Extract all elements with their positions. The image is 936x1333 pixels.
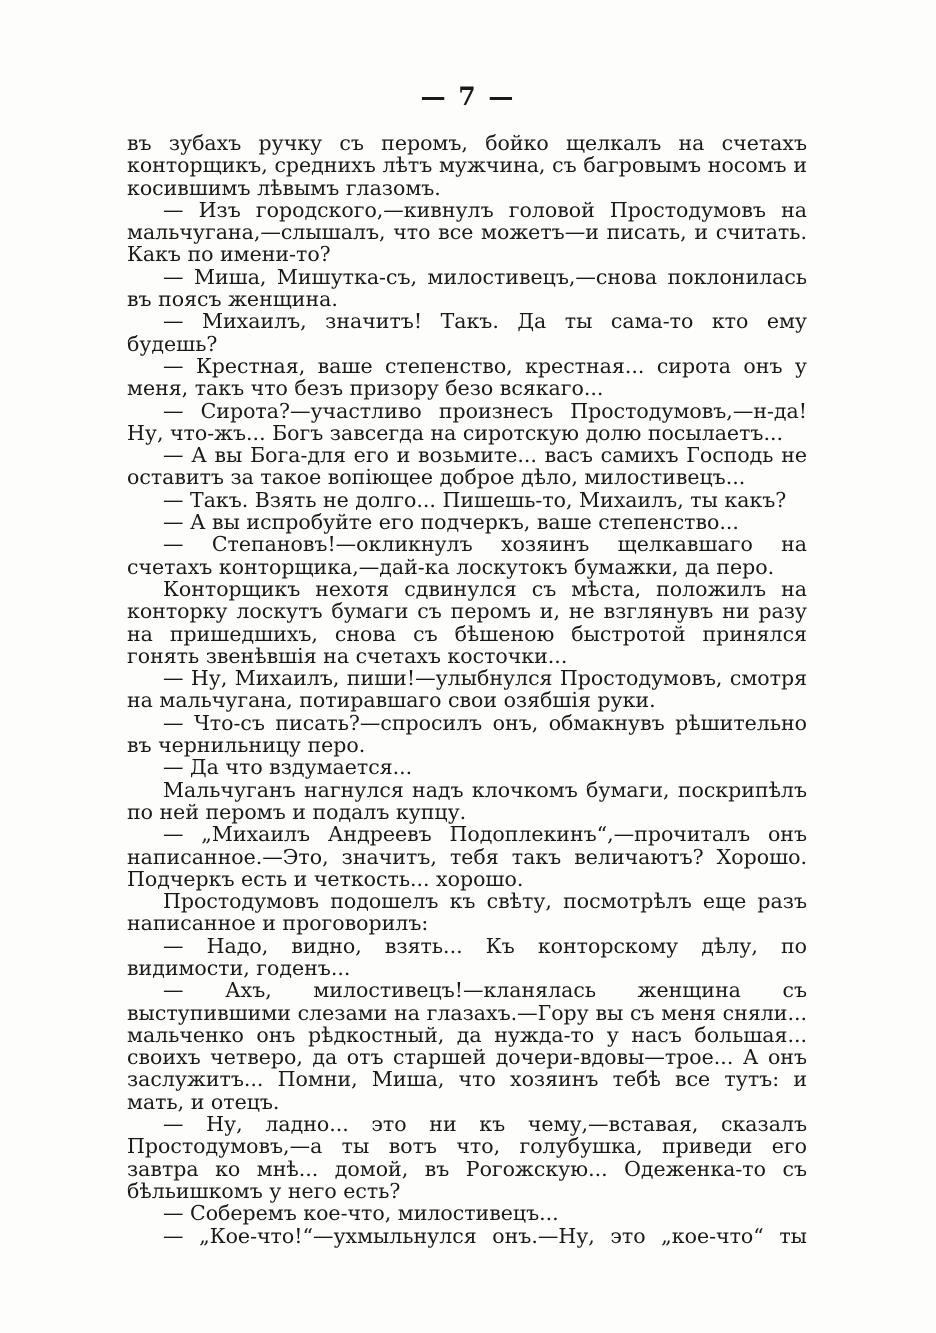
paragraph: — Надо, видно, взять... Къ конторскому дѣлу, по видимости, годенъ... xyxy=(127,933,807,980)
paragraph: — А вы Бога-для его и возьмите... васъ самихъ Господь не оставитъ за такое вопіющее доброе дѣло, милостивецъ... xyxy=(127,443,807,490)
paragraph: — „Михаилъ Андреевъ Подоплекинъ“,—прочиталъ онъ написанное.—Это, значитъ, тебя такъ величаютъ? Хорошо. Подчеркъ есть и четкость... хорошо. xyxy=(127,822,807,891)
body-text xyxy=(127,132,807,1247)
paragraph: — Что-съ писать?—спросилъ онъ, обмакнувъ рѣшительно въ чернильницу перо. xyxy=(127,710,807,758)
paragraph: — Михаилъ, значитъ! Такъ. Да ты сама-то кто ему будешь? xyxy=(127,309,807,356)
paragraph: — Крестная, ваше степенство, крестная... сирота онъ у меня, такъ что безъ призору безо всякаго... xyxy=(127,353,807,401)
paragraph: — Сирота?—участливо произнесъ Простодумовъ,—н-да! Ну, что-жъ... Богъ завсегда на сиротскую долю посылаетъ... xyxy=(127,398,807,445)
paragraph: въ зубахъ ручку съ перомъ, бойко щелкалъ на счетахъ конторщикъ, среднихъ лѣтъ мужчина, съ багровымъ носомъ и косившимъ лѣвымъ глазомъ. xyxy=(127,131,807,200)
paragraph: Простодумовъ подошелъ къ свѣту, посмотрѣлъ еще разъ написанное и проговорилъ: xyxy=(127,889,807,936)
paragraph: — Изъ городского,—кивнулъ головой Простодумовъ на мальчугана,—слышалъ, что все можетъ—и писать, и считать. Какъ по имени-то? xyxy=(127,197,807,267)
paragraph: — Миша, Мишутка-съ, милостивецъ,—снова поклонилась въ поясъ женщина. xyxy=(127,264,807,312)
paragraph: — А вы испробуйте его подчеркъ, ваше степенство... xyxy=(163,510,739,535)
paragraph: — Да что вздумается... xyxy=(163,755,413,780)
page-number: — 7 — xyxy=(420,82,516,111)
paragraph: Мальчуганъ нагнулся надъ клочкомъ бумаги, поскрипѣлъ по ней перомъ и подалъ купцу. xyxy=(127,777,807,824)
paragraph: — Ну, Михаилъ, пиши!—улыбнулся Простодумовъ, смотря на мальчугана, потиравшаго свои озябшія руки. xyxy=(127,666,807,713)
paragraph: Конторщикъ нехотя сдвинулся съ мѣста, положилъ на конторку лоскутъ бумаги съ перомъ и, не взглянувъ ни разу на пришедшихъ, снова съ бѣшеною быстротой принялся гонять звенѣвшія на счетахъ косточки... xyxy=(127,576,807,668)
paragraph: — Такъ. Взять не долго... Пишешь-то, Михаилъ, ты какъ? xyxy=(163,487,787,512)
paragraph: — Соберемъ кое-что, милостивецъ... xyxy=(163,1201,559,1226)
paragraph: — Ну, ладно... это ни къ чему,—вставая, сказалъ Простодумовъ,—а ты вотъ что, голубушка, приведи его завтра ко мнѣ... домой, въ Рогожскую... Одеженка-то съ бѣльишкомъ у него есть? xyxy=(127,1112,807,1203)
paragraph: — Ахъ, милостивецъ!—кланялась женщина съ выступившими слезами на глазахъ.—Гору вы съ меня сняли... мальченко онъ рѣдкостный, да нужда-то у насъ большая... своихъ четверо, да отъ старшей дочери-вдовы—трое... А онъ заслужитъ... Помни, Миша, что хозяинъ тебѣ все тутъ: и мать, и отецъ. xyxy=(127,978,807,1114)
paragraph: — Степановъ!—окликнулъ хозяинъ щелкавшаго на счетахъ конторщика,—дай-ка лоскутокъ бумажки, да перо. xyxy=(127,532,807,579)
paragraph: — „Кое-что!“—ухмыльнулся онъ.—Ну, это „кое-что“ ты xyxy=(163,1223,807,1248)
